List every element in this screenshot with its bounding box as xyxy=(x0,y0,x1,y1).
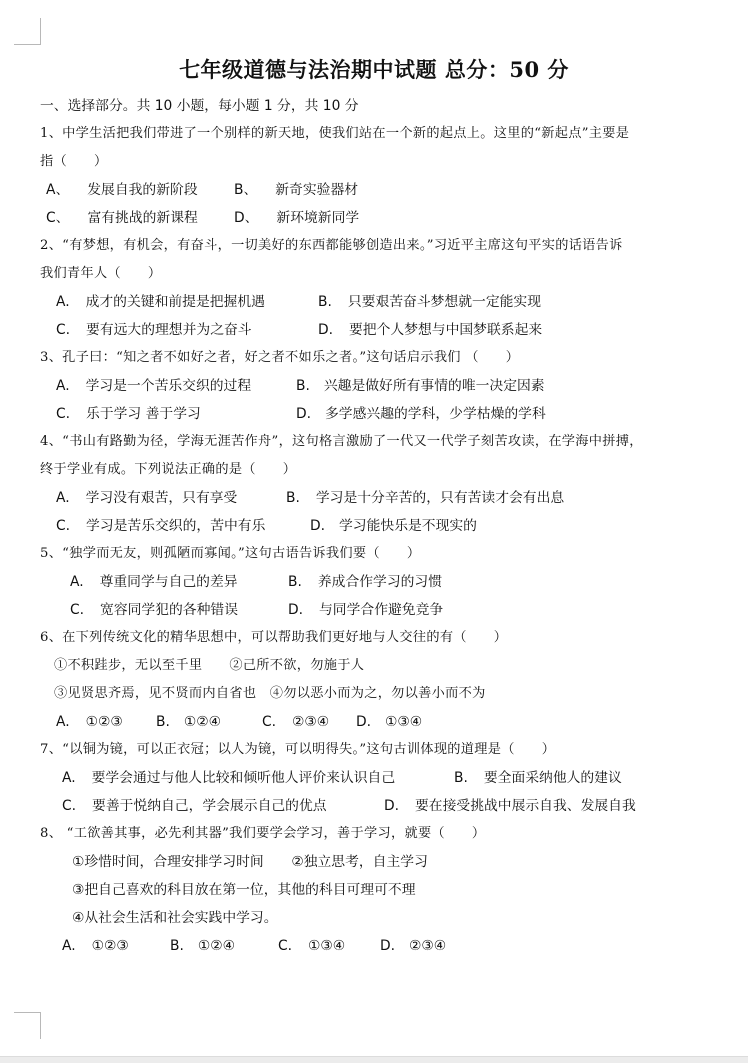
question-3-option-b[interactable] xyxy=(296,377,545,395)
option-label: D. xyxy=(318,322,334,338)
option-text: 尊重同学与自己的差异 xyxy=(99,574,238,590)
question-3-option-d[interactable] xyxy=(296,405,546,423)
option-text: 学习是一个苦乐交织的过程 xyxy=(85,378,252,394)
question-4-option-b[interactable] xyxy=(286,489,564,507)
question-6-option-b[interactable] xyxy=(156,713,221,731)
question-4-stem-line-2: 终于学业有成。下列说法正确的是（ ） xyxy=(40,462,297,477)
option-label: C. xyxy=(56,322,71,338)
question-2-option-b[interactable] xyxy=(318,293,541,311)
question-6-stem: 6、在下列传统文化的精华思想中，可以帮助我们更好地与人交往的有（ ） xyxy=(40,630,508,645)
option-label: C. xyxy=(62,798,77,814)
question-6-option-c[interactable] xyxy=(262,713,329,731)
option-label: C. xyxy=(56,518,71,534)
option-label: B. xyxy=(170,938,184,954)
question-2-option-d[interactable] xyxy=(318,321,542,339)
option-text: 宽容同学犯的各种错误 xyxy=(100,602,238,618)
question-1-stem-line-2: 指（ ） xyxy=(40,154,108,169)
option-label: B. xyxy=(318,294,332,310)
question-6-option-d[interactable] xyxy=(356,713,422,731)
question-8-stem: 8、 “工欲善其事，必先利其器”我们要学会学习，善于学习，就要（ ） xyxy=(40,826,486,841)
option-label: A、 xyxy=(46,182,70,198)
option-label: C. xyxy=(70,602,85,618)
question-5-option-b[interactable] xyxy=(288,573,442,591)
option-text: 学习能快乐是不现实的 xyxy=(339,518,477,534)
option-label: A. xyxy=(56,714,70,730)
question-3-stem: 3、孔子曰：“知之者不如好之者，好之者不如乐之者。”这句话启示我们 （ ） xyxy=(40,350,520,365)
question-6-statement-line-2: ③见贤思齐焉，见不贤而内自省也 ④勿以恶小而为之，勿以善小而不为 xyxy=(54,686,486,701)
option-text: 学习没有艰苦，只有享受 xyxy=(85,490,238,506)
option-text: ①②④ xyxy=(197,938,235,954)
question-5-option-c[interactable] xyxy=(70,601,238,619)
option-label: A. xyxy=(56,378,70,394)
option-text: ①③④ xyxy=(308,938,346,954)
option-label: C. xyxy=(56,406,71,422)
option-label: D、 xyxy=(234,210,259,226)
option-text: 富有挑战的新课程 xyxy=(87,210,198,226)
option-text: 兴趣是做好所有事情的唯一决定因素 xyxy=(323,378,545,394)
question-2-stem-line-2: 我们青年人（ ） xyxy=(40,266,162,281)
option-label: B. xyxy=(286,490,300,506)
option-label: C. xyxy=(278,938,293,954)
option-text: ①②③ xyxy=(85,714,123,730)
question-2-stem-line-1: 2、“有梦想，有机会，有奋斗，一切美好的东西都能够创造出来。”习近平主席这句平实的话语告诉 xyxy=(40,238,623,253)
option-label: B、 xyxy=(234,182,258,198)
question-8-statement-line-1: ①珍惜时间，合理安排学习时间 ②独立思考，自主学习 xyxy=(72,854,428,870)
question-8-option-c[interactable] xyxy=(278,937,345,955)
question-8-option-a[interactable] xyxy=(62,937,129,955)
question-1-option-c[interactable] xyxy=(46,209,198,227)
exam-title: 七年级道德与法治期中试题 总分：50 分 xyxy=(179,57,569,82)
question-1-option-a[interactable] xyxy=(46,181,198,199)
option-label: A. xyxy=(56,490,70,506)
question-1-stem-line-1: 1、中学生活把我们带进了一个别样的新天地，使我们站在一个新的起点上。这里的“新起点”主要是 xyxy=(40,126,630,141)
question-4-stem-line-1: 4、“书山有路勤为径，学海无涯苦作舟”，这句格言激励了一代又一代学子刻苦攻读，在学海中拼搏， xyxy=(40,434,643,449)
option-text: 发展自我的新阶段 xyxy=(87,182,198,198)
question-3-option-c[interactable] xyxy=(56,405,201,423)
option-text: 要把个人梦想与中国梦联系起来 xyxy=(349,322,543,338)
option-label: B. xyxy=(288,574,302,590)
question-2-option-a[interactable] xyxy=(56,293,265,311)
question-7-option-d[interactable] xyxy=(384,797,636,815)
option-label: D. xyxy=(288,602,304,618)
question-1-option-b[interactable] xyxy=(234,181,358,199)
option-label: D. xyxy=(380,938,396,954)
option-label: D. xyxy=(296,406,312,422)
option-text: 新奇实验器材 xyxy=(275,182,359,198)
option-text: 养成合作学习的习惯 xyxy=(317,574,443,590)
question-4-option-a[interactable] xyxy=(56,489,237,507)
question-7-stem: 7、“以铜为镜，可以正衣冠；以人为镜，可以明得失。”这句古训体现的道理是（ ） xyxy=(40,742,556,757)
option-label: B. xyxy=(296,378,310,394)
option-text: 要有远大的理想并为之奋斗 xyxy=(86,322,252,338)
question-8-option-d[interactable] xyxy=(380,937,446,955)
question-8-statement-line-3: ④从社会生活和社会实践中学习。 xyxy=(72,910,278,926)
option-text: 要在接受挑战中展示自我、发展自我 xyxy=(415,798,636,814)
option-label: C、 xyxy=(46,210,70,226)
question-6-statement-line-1: ①不积跬步，无以至千里 ②己所不欲，勿施于人 xyxy=(54,658,365,673)
page-corner-mark-top xyxy=(14,18,41,45)
option-text: 要学会通过与他人比较和倾听他人评价来认识自己 xyxy=(91,770,396,786)
option-text: ①②④ xyxy=(183,714,221,730)
question-2-option-c[interactable] xyxy=(56,321,252,339)
option-label: A. xyxy=(62,770,76,786)
option-text: 新环境新同学 xyxy=(276,210,360,226)
option-label: A. xyxy=(56,294,70,310)
question-7-option-a[interactable] xyxy=(62,769,395,787)
option-text: 学习是苦乐交织的，苦中有乐 xyxy=(86,518,266,534)
option-label: D. xyxy=(310,518,326,534)
question-4-option-c[interactable] xyxy=(56,517,265,535)
section-heading: 一、选择部分。共 10 小题，每小题 1 分，共 10 分 xyxy=(40,98,359,114)
question-7-option-c[interactable] xyxy=(62,797,327,815)
option-text: 多学感兴趣的学科，少学枯燥的学科 xyxy=(325,406,546,422)
option-text: ①③④ xyxy=(385,714,423,730)
option-label: B. xyxy=(454,770,468,786)
option-text: ②③④ xyxy=(409,938,447,954)
question-5-option-d[interactable] xyxy=(288,601,443,619)
option-text: ②③④ xyxy=(292,714,330,730)
question-6-option-a[interactable] xyxy=(56,713,123,731)
question-4-option-d[interactable] xyxy=(310,517,477,535)
page-corner-mark-bottom xyxy=(14,1012,41,1039)
option-text: 学习是十分辛苦的，只有苦读才会有出息 xyxy=(315,490,565,506)
option-label: D. xyxy=(356,714,372,730)
question-8-statement-line-2: ③把自己喜欢的科目放在第一位，其他的科目可理可不理 xyxy=(72,882,416,898)
option-label: A. xyxy=(62,938,76,954)
option-text: 乐于学习 善于学习 xyxy=(86,406,201,422)
option-text: ①②③ xyxy=(91,938,129,954)
question-5-stem: 5、“独学而无友，则孤陋而寡闻。”这句古语告诉我们要（ ） xyxy=(40,546,421,561)
question-5-option-a[interactable] xyxy=(70,573,238,591)
option-label: A. xyxy=(70,574,84,590)
question-3-option-a[interactable] xyxy=(56,377,251,395)
option-text: 与同学合作避免竞争 xyxy=(319,602,444,618)
option-label: C. xyxy=(262,714,277,730)
question-7-option-b[interactable] xyxy=(454,769,622,787)
option-label: D. xyxy=(384,798,400,814)
option-label: B. xyxy=(156,714,170,730)
option-text: 要善于悦纳自己，学会展示自己的优点 xyxy=(92,798,327,814)
option-text: 成才的关键和前提是把握机遇 xyxy=(85,294,265,310)
option-text: 要全面采纳他人的建议 xyxy=(483,770,622,786)
question-1-option-d[interactable] xyxy=(234,209,359,227)
option-text: 只要艰苦奋斗梦想就一定能实现 xyxy=(347,294,542,310)
question-8-option-b[interactable] xyxy=(170,937,235,955)
